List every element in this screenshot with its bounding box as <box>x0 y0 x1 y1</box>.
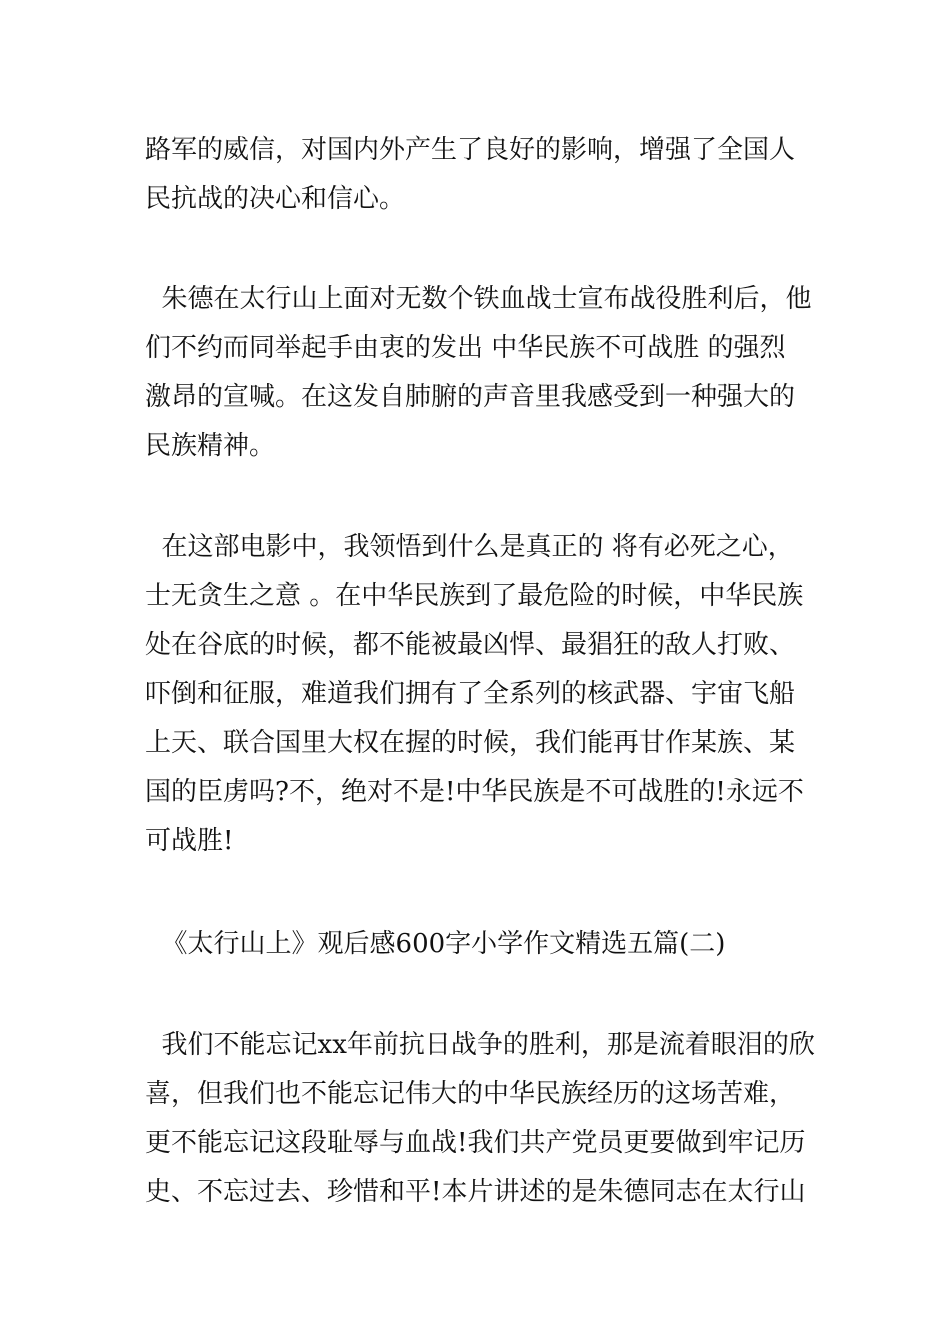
paragraph-5-line-3: 更不能忘记这段耻辱与血战!我们共产党员更要做到牢记历 <box>145 1128 806 1158</box>
paragraph-3-line-4: 吓倒和征服，难道我们拥有了全系列的核武器、宇宙飞船 <box>145 679 796 709</box>
paragraph-2-line-2: 们不约而同举起手由衷的发出 中华民族不可战胜 的强烈 <box>145 333 786 363</box>
paragraph-2-line-1: 朱德在太行山上面对无数个铁血战士宣布战役胜利后，他 <box>145 284 812 314</box>
paragraph-2-line-3: 激昂的宣喊。在这发自肺腑的声音里我感受到一种强大的 <box>145 382 796 412</box>
section-heading: 《太行山上》观后感600字小学作文精选五篇(二) <box>145 929 726 959</box>
paragraph-3-line-7: 可战胜! <box>145 826 234 856</box>
paragraph-2-line-4: 民族精神。 <box>145 431 276 461</box>
paragraph-1-line-2: 民抗战的决心和信心。 <box>145 184 406 214</box>
paragraph-5-line-1: 我们不能忘记xx年前抗日战争的胜利，那是流着眼泪的欣 <box>145 1030 815 1060</box>
paragraph-3-line-5: 上天、联合国里大权在握的时候，我们能再甘作某族、某 <box>145 728 796 758</box>
paragraph-3-line-6: 国的臣虏吗?不，绝对不是!中华民族是不可战胜的!永远不 <box>145 777 804 807</box>
paragraph-3-line-1: 在这部电影中，我领悟到什么是真正的 将有必死之心， <box>145 532 794 562</box>
paragraph-3-line-3: 处在谷底的时候，都不能被最凶悍、最猖狂的敌人打败、 <box>145 630 796 660</box>
paragraph-1-line-1: 路军的威信，对国内外产生了良好的影响，增强了全国人 <box>145 135 796 165</box>
paragraph-5-line-2: 喜，但我们也不能忘记伟大的中华民族经历的这场苦难， <box>145 1079 796 1109</box>
paragraph-5-line-4: 史、不忘过去、珍惜和平!本片讲述的是朱德同志在太行山 <box>145 1177 806 1207</box>
paragraph-3-line-2: 士无贪生之意 。在中华民族到了最危险的时候，中华民族 <box>145 581 804 611</box>
